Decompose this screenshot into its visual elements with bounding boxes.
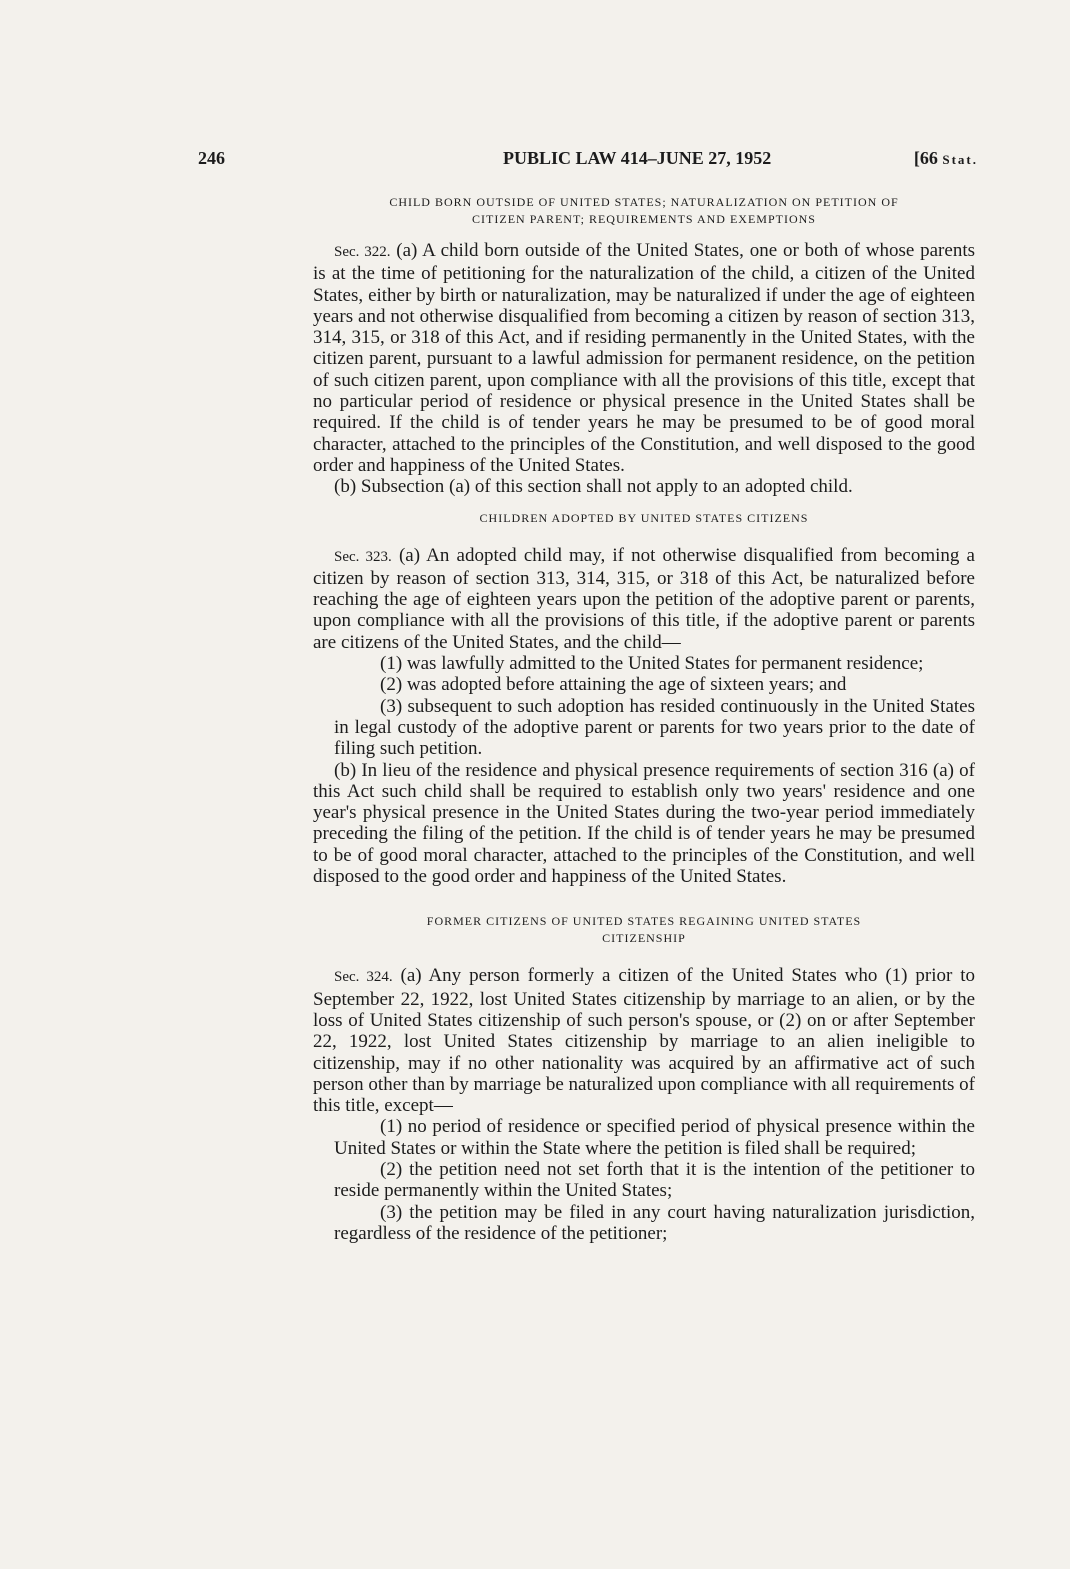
section-322-paragraph-a: Sec. 322. (a) A child born outside of the United States, one or both of whose parents is at the time of petitioning for the naturalization of the child, a citizen of the United States, either by birth or naturalization, may be naturalized if under the age of eighteen years and not otherwise disqualified from becoming a citizen by reason of section 313, 314, 315, or 318 of this Act, and if residing permanently in the United States, with the citizen parent, pursuant to a lawful admission for permanent residence, on the petition of such citizen parent, upon compliance with all the provisions of this title, except that no particular period of residence or physical presence in the United States shall be required. If the child is of tender years he may be presumed to be of good moral character, attached to the principles of the Constitution, and well disposed to the good order and happiness of the United States.	[313, 240, 975, 476]
section-324-item-1: (1) no period of residence or specified period of physical presence within the United States or within the State where the petition is filed shall be required;	[334, 1116, 975, 1159]
page-body	[313, 194, 975, 1244]
section-323-paragraph-a: Sec. 323. (a) An adopted child may, if not otherwise disqualified from becoming a citizen by reason of section 313, 314, 315, or 318 of this Act, be naturalized before reaching the age of eighteen years upon the petition of the adoptive parent or parents, upon compliance with all the provisions of this title, if the adoptive parent or parents are citizens of the United States, and the child—	[313, 544, 975, 653]
section-322-heading: CHILD BORN OUTSIDE OF UNITED STATES; NATURALIZATION ON PETITION OF CITIZEN PARENT; REQUIREMENTS AND EXEMPTIONS	[389, 195, 899, 226]
section-323-item-1: (1) was lawfully admitted to the United States for permanent residence;	[380, 653, 924, 675]
header-title: PUBLIC LAW 414–JUNE 27, 1952	[503, 148, 772, 168]
section-324-item-3: (3) the petition may be filed in any court having naturalization jurisdiction, regardless of the residence of the petitioner;	[334, 1201, 975, 1244]
section-324-item-2: (2) the petition need not set forth that it is the intention of the petitioner to reside permanently within the United States;	[334, 1158, 975, 1202]
section-label: Sec. 322.	[334, 244, 391, 260]
section-322-paragraph-b: (b) Subsection (a) of this section shall not apply to an adopted child.	[334, 476, 853, 498]
section-324-heading: FORMER CITIZENS OF UNITED STATES REGAINING UNITED STATES CITIZENSHIP	[426, 914, 862, 946]
section-323-paragraph-b: (b) In lieu of the residence and physical presence requirements of section 316 (a) of this Act such child shall be required to establish only two years' residence and one year's physical presence in the United States during the two-year period immediately preceding the filing of the petition. If the child is of tender years he may be presumed to be of good moral character, attached to the principles of the Constitution, and well disposed to the good order and happiness of the United States.	[313, 759, 975, 888]
section-324-paragraph-a: Sec. 324. (a) Any person formerly a citizen of the United States who (1) prior to September 22, 1922, lost United States citizenship by marriage to an alien, or by the loss of United States citizenship of such person's spouse, or (2) on or after September 22, 1922, lost United States citizenship by marriage to an alien ineligible to citizenship, may if no other nationality was acquired by an affirmative act of such person other than by marriage be naturalized upon compliance with all requirements of this title, except—	[313, 965, 976, 1117]
statute-reference: [66 Stat.	[913, 148, 978, 168]
section-label: Sec. 323.	[334, 548, 392, 565]
section-323-item-2: (2) was adopted before attaining the age of sixteen years; and	[380, 674, 847, 696]
section-323-heading: CHILDREN ADOPTED BY UNITED STATES CITIZENS	[479, 510, 809, 525]
section-323-item-3: (3) subsequent to such adoption has resided continuously in the United States in legal custody of the adoptive parent or parents for two years prior to the date of filing such petition.	[334, 695, 975, 760]
running-header	[198, 148, 978, 172]
section-label: Sec. 324.	[334, 969, 393, 986]
page-number: 246	[198, 148, 225, 168]
